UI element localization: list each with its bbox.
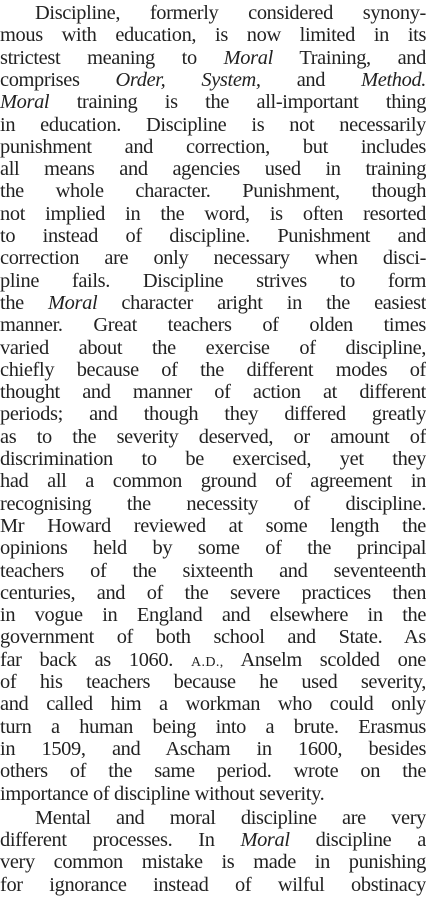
text-line: thought and manner of action at different	[0, 381, 426, 404]
text-line: strictest meaning to Moral Training, and	[0, 46, 426, 69]
text-line: periods; and though they differed greatly	[0, 403, 426, 426]
text-line: pline fails. Discipline strives to form	[0, 269, 426, 292]
text-line: Moral training is the all-important thing	[0, 91, 426, 114]
text-line: correction are only necessary when disci-	[0, 247, 426, 270]
text-line: teachers of the sixteenth and seventeenth	[0, 559, 426, 582]
text-line: all means and agencies used in training	[0, 158, 426, 181]
text-line: as to the severity deserved, or amount of	[0, 425, 426, 448]
text-line: chiefly because of the different modes of	[0, 358, 426, 381]
text-line: had all a common ground of agreement in	[0, 470, 426, 493]
text-line: Mr Howard reviewed at some length the	[0, 514, 426, 537]
text-line: turn a human being into a brute. Erasmus	[0, 715, 426, 738]
text-line: punishment and correction, but includes	[0, 135, 426, 158]
text-line: of his teachers because he used severity,	[0, 671, 426, 693]
text-line: discrimination to be exercised, yet they	[0, 448, 426, 470]
text-line: in vogue in England and elsewhere in the	[0, 604, 426, 627]
text-line: not implied in the word, is often resorted	[0, 202, 426, 225]
text-line: the whole character. Punishment, though	[0, 180, 426, 203]
text-line: Mental and moral discipline are very	[35, 806, 426, 829]
text-line: opinions held by some of the principal	[0, 537, 426, 560]
text-line: in education. Discipline is not necessarily	[0, 113, 426, 136]
text-line: and called him a workman who could only	[0, 693, 426, 716]
text-line: others of the same period. wrote on the	[0, 760, 426, 783]
text-line: to instead of discipline. Punishment and	[0, 225, 426, 247]
text-line: comprises Order, System, and Method.	[0, 68, 426, 91]
text-line: government of both school and State. As	[0, 626, 426, 649]
text-line: the Moral character aright in the easiest	[0, 291, 426, 314]
text-line: Discipline, formerly considered synony-	[35, 2, 426, 24]
text-line: manner. Great teachers of olden times	[0, 314, 426, 337]
text-line: for ignorance instead of wilful obstinacy	[0, 873, 426, 896]
text-line: varied about the exercise of discipline,	[0, 336, 426, 359]
text-line: very common mistake is made in punishing	[0, 851, 426, 874]
text-line: in 1509, and Ascham in 1600, besides	[0, 737, 426, 760]
text-line: different processes. In Moral discipline a	[0, 829, 426, 852]
text-line: centuries, and of the severe practices then	[0, 581, 426, 604]
text-line: recognising the necessity of discipline.	[0, 492, 426, 515]
text-line: importance of discipline without severity.	[0, 782, 325, 805]
text-line: mous with education, is now limited in its	[0, 24, 426, 47]
text-line: far back as 1060. A.D., Anselm scolded one	[0, 648, 426, 671]
